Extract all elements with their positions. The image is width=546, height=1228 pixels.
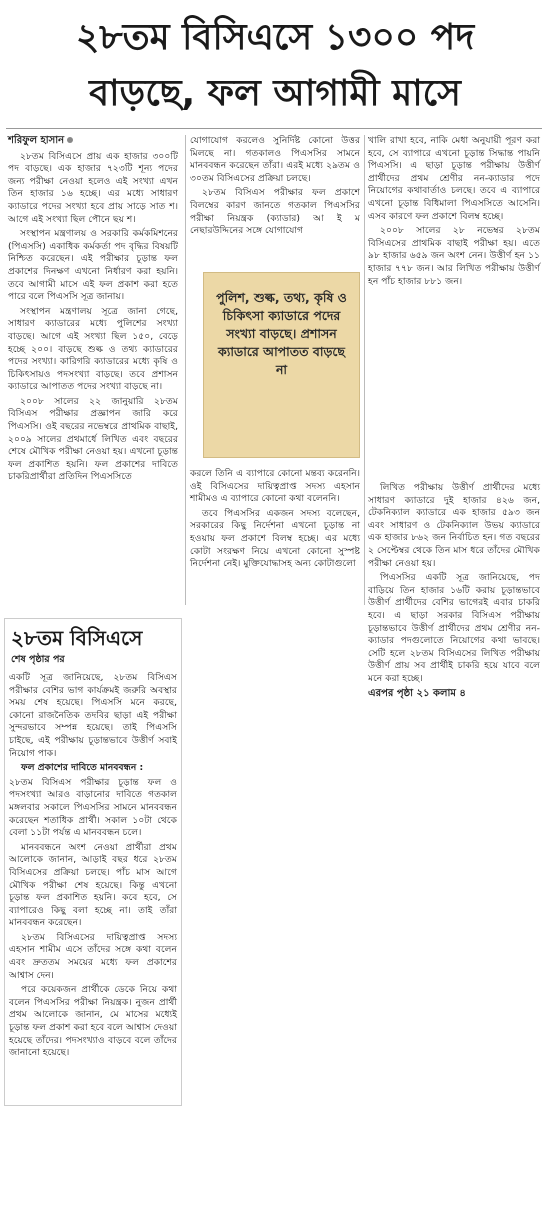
- article-column-1: [8, 135, 178, 486]
- paragraph: লিখিত পরীক্ষায় উত্তীর্ণ প্রার্থীদের মধ্যে সাধারণ ক্যাডারে দুই হাজার ৪২৬ জন, টেকনিক্যাল ক্যাডারে এক হাজার ৫৯৩ জন এবং সাধারণ ও টেকনিক্যাল উভয় ক্যাডারে এক হাজার ৮৬২ জন নির্বাচিত হন। গত বছরের ২ সেপ্টেম্বর থেকে তিন মাস ধরে তাঁদের মৌখিক পরীক্ষা নেওয়া হয়।: [368, 482, 540, 569]
- subhead: ফল প্রকাশের দাবিতে মানববন্ধন :: [21, 762, 144, 774]
- paragraph: ২৮তম বিসিএসের দায়িত্বপ্রাপ্ত সদস্য এহসান শামীম এসে তাঁদের সঙ্গে কথা বলেন এবং দ্রুততম সময়ের মধ্যে ফল প্রকাশের আশ্বাস দেন।: [9, 931, 177, 981]
- byline: শরিফুল হাসান: [8, 135, 178, 148]
- paragraph: একটি সূত্র জানিয়েছে, ২৮তম বিসিএস পরীক্ষার বেশির ভাগ কার্যক্রমই জরুরি অবস্থার সময় শেষ হয়েছে। পিএসসি মনে করছে, কোনো রাজনৈতিক তদবির ছাড়া এই পরীক্ষা সুন্দরভাবে সম্পন্ন হয়েছে। তাই পিএসসি চাইছে, এই পরীক্ষায় চূড়ান্তভাবে উত্তীর্ণ সবাই নিয়োগ পাক।: [9, 672, 177, 759]
- paragraph: খালি রাখা হবে, নাকি মেধা অনুযায়ী পূরণ করা হবে, সে ব্যাপারে এখনো চূড়ান্ত সিদ্ধান্ত পায়নি পিএসসি। এ ছাড়া চূড়ান্ত পরীক্ষায় উত্তীর্ণ প্রার্থীদের প্রথম শ্রেণীর নন-ক্যাডার পদে নিয়োগের কথাবার্তাও চলছে। তবে এ ব্যাপারে এখনো চূড়ান্ত বিধিমালা পিএসসিতে আসেনি। এসব কারণে ফল প্রকাশে বিলম্ব হচ্ছে।: [368, 135, 540, 222]
- paragraph: করলে তিনি এ ব্যাপারে কোনো মন্তব্য করেননি। ওই বিসিএসের দায়িত্বপ্রাপ্ত সদস্য এহসান শামীমও এ ব্যাপারে কোনো কথা বলেননি।: [190, 468, 360, 505]
- paragraph: সংস্থাপন মন্ত্রণালয় সূত্রে জানা গেছে, সাধারণ ক্যাডারের মধ্যে পুলিশের সংখ্যা বাড়ছে। আগে এই সংখ্যা ছিল ১৫০, বেড়ে হচ্ছে ২০০। বাড়ছে শুল্ক ও তথ্য ক্যাডারের পদের সংখ্যা। কারিগরি ক্যাডারের মধ্যে কৃষি ও চিকিৎসায়ও পদসংখ্যা বাড়ছে। তবে প্রশাসন ক্যাডারে আপাতত পদের সংখ্যা বাড়ছে না।: [8, 305, 178, 393]
- article-column-2-bottom: [190, 468, 360, 573]
- headline-line-1: ২৮তম বিসিএসে ১৩০০ পদ: [75, 17, 475, 58]
- paragraph: পিএসসির একটি সূত্র জানিয়েছে, পদ বাড়িয়ে তিন হাজার ১৬টি করায় চূড়ান্তভাবে উত্তীর্ণ প্রার্থীদের বেশির ভাগেরই এবার চাকরি হবে। এ ছাড়া সরকার বিসিএস পরীক্ষায় চূড়ান্তভাবে উত্তীর্ণ প্রার্থীদের প্রথম শ্রেণীর নন-ক্যাডার পদগুলোতে নিয়োগের কথা ভাবছে। সেটি হলে ২৮তম বিসিএসের লিখিত পরীক্ষায় উত্তীর্ণ প্রায় সব প্রার্থীই চাকরি হয়ে যাবে বলে মনে করা হচ্ছে।: [368, 572, 540, 684]
- paragraph: ২৮তম বিসিএস পরীক্ষার চূড়ান্ত ফল ও পদসংখ্যা আরও বাড়ানোর দাবিতে গতকাল মঙ্গলবার সকালে পিএসসির সামনে মানববন্ধন করেছেন শতাধিক প্রার্থী। সকাল ১০টা থেকে বেলা ১১টা পর্যন্ত এ মানববন্ধন চলে।: [9, 776, 177, 839]
- column-divider: [185, 135, 186, 605]
- pull-quote: পুলিশ, শুল্ক, তথ্য, কৃষি ও চিকিৎসা ক্যাডারে পদের সংখ্যা বাড়ছে। প্রশাসন ক্যাডারে আপাতত বাড়ছে না: [203, 272, 360, 458]
- paragraph: ২৮তম বিসিএসে প্রায় এক হাজার ৩০০টি পদ বাড়ছে। এক হাজার ৭২৩টি শূন্য পদের জন্য পরীক্ষা নেওয়া হলেও এই সংখ্যা এখন তিন হাজার ১৬ হচ্ছে। এর মধ্যে সাধারণ ক্যাডারে পদের সংখ্যা হবে প্রায় সাড়ে সাত শ। আগে এই সংখ্যা ছিল পৌনে ছয় শ।: [8, 150, 178, 225]
- paragraph: ২০০৮ সালের ২৮ নভেম্বর ২৮তম বিসিএসের প্রাথমিক বাছাই পরীক্ষা হয়। এতে ৯৮ হাজার ৬৫৯ জন অংশ নেন। উত্তীর্ণ হন ১১ হাজার ৭৭৮ জন। আর লিখিত পরীক্ষায় উত্তীর্ণ হন পাঁচ হাজার ৮৮১ জন।: [368, 225, 540, 287]
- paragraph: ২০০৮ সালের ২২ জানুয়ারি ২৮তম বিসিএস পরীক্ষার প্রজ্ঞাপন জারি করে পিএসসি। ওই বছরের নভেম্বরে প্রাথমিক বাছাই, ২০০৯ সালের প্রথমার্ধে লিখিত এবং বছরের শেষে মৌখিক পরীক্ষা নেওয়া হয়। এখনো চূড়ান্ত ফল প্রকাশিত হয়নি। ফল প্রকাশের দাবিতে চাকরিপ্রার্থীরা প্রতিদিন পিএসসিতে: [8, 395, 178, 483]
- column-divider: [364, 135, 365, 605]
- article-column-3-bottom: [368, 482, 540, 700]
- continuation-subtitle: শেষ পৃষ্ঠার পর: [11, 654, 65, 665]
- headline-divider: [6, 128, 542, 129]
- paragraph: মানববন্ধনে অংশ নেওয়া প্রার্থীরা প্রথম আলোকে জানান, আড়াই বছর ধরে ২৮তম বিসিএসের প্রক্রিয়া চলছে। পাঁচ মাস আগে মৌখিক পরীক্ষা শেষ হয়েছে। কিন্তু এখনো চূড়ান্ত ফল প্রকাশিত হয়নি। কবে হবে, সে ব্যাপারেও কিছু বলা হচ্ছে না। তাই তাঁরা মানববন্ধন করেছেন।: [9, 841, 177, 929]
- paragraph: পরে কয়েকজন প্রার্থীকে ডেকে নিয়ে কথা বলেন পিএসসির পরীক্ষা নিয়ন্ত্রক। নুজন প্রার্থী প্রথম আলোকে জানান, মে মাসের মধ্যেই চূড়ান্ত ফল প্রকাশ করা হবে বলে আশ্বাস দেওয়া হয়েছে তাঁদের। পদসংখ্যাও বাড়বে বলে তাঁদের জানানো হয়েছে।: [9, 984, 177, 1059]
- continuation-title: ২৮তম বিসিএসে: [11, 626, 143, 650]
- paragraph: সংস্থাপন মন্ত্রণালয় ও সরকারি কর্মকমিশনের (পিএসসি) একাধিক কর্মকর্তা পদ বৃদ্ধির বিষয়টি নিশ্চিত করেছেন। এই পরীক্ষার চূড়ান্ত ফল প্রকাশের দিনক্ষণ এখনো নির্ধারণ করা হয়নি। তবে আগামী মাসে এই ফল প্রকাশ করা হতে পারে বলে পিএসসি সূত্র জানায়।: [8, 228, 178, 303]
- paragraph: ২৮তম বিসিএস পরীক্ষার ফল প্রকাশে বিলম্বের কারণ জানতে গতকাল পিএসসির পরীক্ষা নিয়ন্ত্রক (ক্যাডার) আ ই ম নেছারউদ্দিনের সঙ্গে যোগাযোগ: [190, 187, 360, 237]
- continuation-body: [9, 672, 177, 1060]
- byline-bullet-icon: [67, 137, 73, 143]
- article-column-2-top: [190, 135, 360, 240]
- headline-line-2: বাড়ছে, ফল আগামী মাসে: [89, 73, 461, 114]
- paragraph: তবে পিএসসির একজন সদস্য বলেছেন, সরকারের কিছু নির্দেশনা এখনো চূড়ান্ত না হওয়ায় ফল প্রকাশে বিলম্ব হচ্ছে। এর মধ্যে কোটা সংরক্ষণ নিয়ে এখনো কোনো সুস্পষ্ট নির্দেশনা নেই। মুক্তিযোদ্ধাসহ অন্য কোটাগুলো: [190, 507, 360, 570]
- jump-line: এরপর পৃষ্ঠা ২১ কলাম ৪: [368, 687, 466, 699]
- paragraph: যোগাযোগ করলেও সুনির্দিষ্ট কোনো উত্তর মিলছে না। গতকালও পিএসসির সামনে মানববন্ধন করেছেন তাঁরা। এরই মধ্যে ২৯তম ও ৩০তম বিসিএসের প্রক্রিয়া চলছে।: [190, 135, 360, 184]
- continuation-box: [4, 618, 182, 1106]
- article-column-3-top: [368, 135, 540, 290]
